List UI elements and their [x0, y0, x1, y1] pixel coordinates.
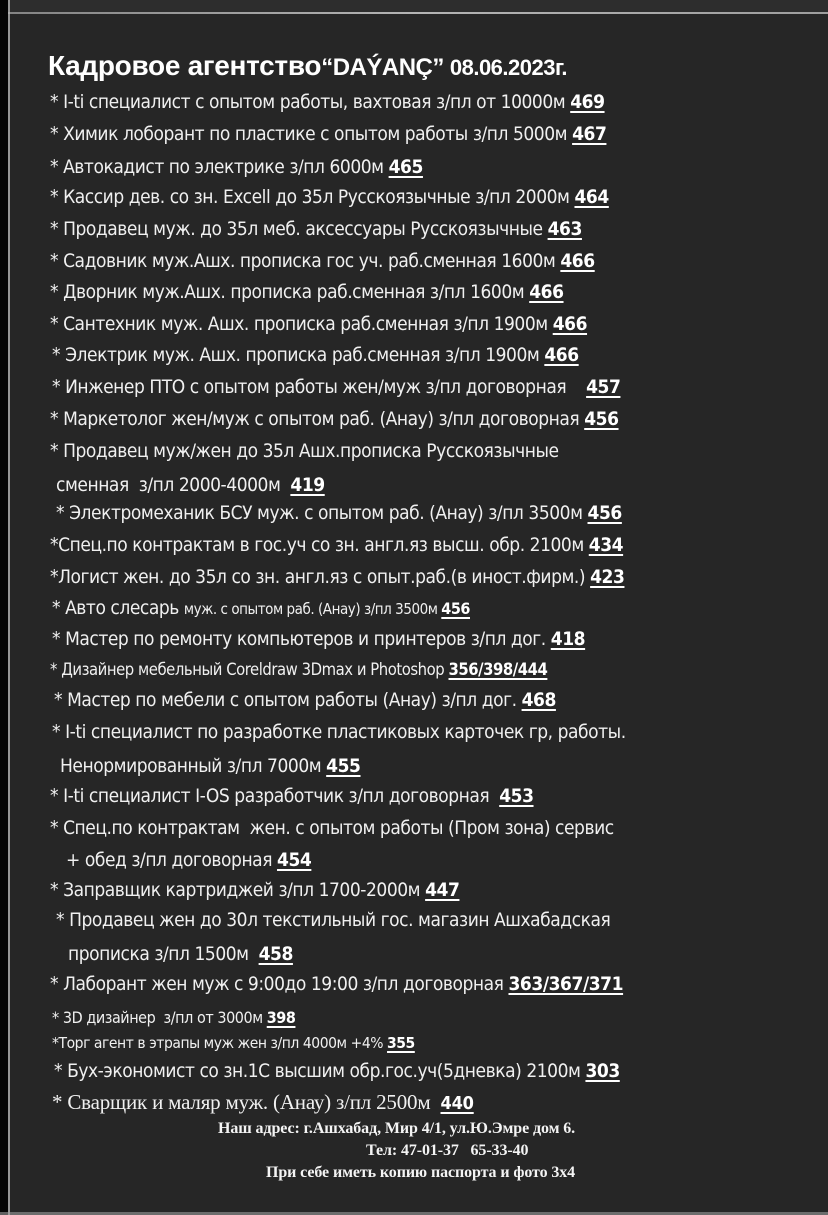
vacancy-code: 356/398/444 — [448, 660, 548, 679]
vacancy-text: * 3D дизайнер з/пл от 3000м — [52, 1008, 267, 1027]
vacancy-code: 457 — [586, 376, 621, 398]
top-band — [0, 0, 828, 12]
vacancy-line — [50, 408, 619, 430]
vacancy-text: * Продавец муж. до 35л меб. аксессуары Русскоязычные — [50, 218, 548, 240]
vacancy-line — [54, 689, 556, 711]
vacancy-text: * Бух-экономист со зн.1С высшим обр.гос.уч(5дневка) 2100м — [54, 1060, 586, 1082]
vacancy-line — [52, 344, 579, 366]
agency-brand: “DAÝANÇ” — [321, 54, 444, 81]
vacancy-code: 465 — [388, 156, 423, 178]
vacancy-code: 463 — [547, 218, 582, 240]
vacancy-text: * Кассир дев. со зн. Excell до 35л Русскоязычные з/пл 2000м — [50, 186, 575, 208]
vacancy-text: * Садовник муж.Ашх. прописка гос уч. раб.сменная 1600м — [50, 250, 561, 272]
vacancy-text: * I-ti специалист I-OS разработчик з/пл договорная — [50, 785, 500, 807]
vacancy-line — [52, 628, 585, 650]
vacancy-line — [52, 721, 626, 743]
vacancy-text: *Логист жен. до 35л со зн. англ.яз с опыт.раб.(в иност.фирм.) — [50, 566, 591, 588]
vacancy-code: 466 — [560, 250, 595, 272]
vacancy-code: 468 — [521, 689, 556, 711]
vacancy-code: 363/367/371 — [508, 973, 624, 995]
vacancy-text: * Продавец муж/жен до 35л Ашх.прописка Русскоязычные — [50, 440, 559, 462]
left-divider — [8, 0, 10, 1215]
vacancy-text-small: муж. с опытом раб. (Анау) з/пл 3500м — [183, 600, 442, 618]
vacancy-text: * Автокадист по электрике з/пл 6000м — [50, 156, 389, 178]
vacancy-line — [50, 156, 423, 178]
vacancy-line — [52, 597, 470, 619]
vacancy-code: 355 — [387, 1034, 415, 1052]
vacancy-line — [50, 123, 606, 145]
vacancy-text: * Электромеханик БСУ муж. с опытом раб. (Анау) з/пл 3500м — [56, 502, 588, 524]
vacancy-line — [50, 785, 534, 807]
vacancy-code: 419 — [290, 474, 325, 496]
vacancy-text: *Торг агент в этрапы муж жен з/пл 4000м +4% — [52, 1034, 388, 1052]
title-text: Кадровое агентство — [48, 50, 322, 81]
vacancy-text: * Спец.по контрактам жен. с опытом работы (Пром зона) сервис — [50, 817, 614, 839]
vacancy-text: * Авто слесарь — [52, 597, 184, 619]
vacancy-text: * Дизайнер мебельный Coreldraw 3Dmax и Photoshop — [50, 660, 449, 679]
vacancy-line — [50, 534, 623, 556]
vacancy-line-continued — [66, 849, 311, 871]
vacancy-code: 447 — [425, 879, 460, 901]
footer-address: Наш адрес: г.Ашхабад, Мир 4/1, ул.Ю.Эмре дом 6. — [218, 1120, 576, 1137]
vacancy-line — [50, 660, 547, 679]
vacancy-text: * Дворник муж.Ашх. прописка раб.сменная з/пл 1600м — [50, 281, 530, 303]
vacancy-code: 466 — [544, 344, 579, 366]
vacancy-line — [56, 909, 610, 931]
vacancy-line — [50, 973, 623, 995]
vacancy-line — [50, 566, 624, 588]
vacancy-code: 467 — [572, 123, 607, 145]
vacancy-code: 418 — [550, 628, 586, 650]
vacancy-code: 455 — [326, 755, 361, 777]
vacancy-line-continued — [56, 474, 325, 496]
title-date: 08.06.2023г. — [449, 55, 568, 80]
vacancy-text: * Сварщик и маляр муж. (Анау) з/пл 2500м — [52, 1090, 441, 1114]
vacancy-code: 303 — [585, 1060, 620, 1082]
vacancy-line — [50, 440, 559, 462]
vacancy-line — [50, 281, 564, 303]
vacancy-line — [50, 218, 582, 240]
vacancy-code: 454 — [277, 849, 312, 871]
vacancy-line — [50, 313, 587, 335]
page-title — [48, 50, 567, 82]
vacancy-line — [56, 502, 622, 524]
vacancy-text: * Мастер по мебели с опытом работы (Анау) з/пл дог. — [54, 689, 522, 711]
vacancy-line-continued — [68, 943, 293, 965]
vacancy-text: * Инженер ПТО с опытом работы жен/муж з/пл договорная — [52, 376, 587, 398]
vacancy-code: 466 — [552, 313, 588, 335]
vacancy-text: + обед з/пл договорная — [66, 849, 278, 871]
vacancy-line — [50, 817, 614, 839]
vacancy-code: 469 — [570, 91, 605, 113]
vacancy-code: 434 — [588, 534, 624, 556]
top-divider — [0, 12, 828, 14]
footer-note: При себе иметь копию паспорта и фото 3х4 — [266, 1164, 576, 1181]
vacancy-text: * Мастер по ремонту компьютеров и принтеров з/пл дог. — [52, 628, 551, 650]
vacancy-code: 456 — [587, 502, 622, 524]
vacancy-text: сменная з/пл 2000-4000м — [56, 474, 291, 496]
vacancy-code: 453 — [499, 785, 534, 807]
vacancy-text: * Химик лоборант по пластике с опытом работы з/пл 5000м — [50, 123, 573, 145]
footer-phone: Тел: 47-01-37 65-33-40 — [366, 1142, 529, 1159]
vacancy-code: 423 — [590, 566, 625, 588]
vacancy-code: 458 — [258, 943, 293, 965]
vacancy-code: 440 — [440, 1093, 474, 1114]
vacancy-text: *Спец.по контрактам в гос.уч со зн. англ.яз высш. обр. 2100м — [50, 534, 589, 556]
vacancy-code: 456 — [441, 599, 470, 618]
vacancy-line — [52, 1090, 474, 1115]
vacancy-line — [52, 376, 620, 398]
vacancy-line — [52, 1008, 295, 1027]
vacancy-line-continued — [60, 755, 361, 777]
vacancy-text: * Маркетолог жен/муж с опытом раб. (Анау) з/пл договорная — [50, 408, 585, 430]
vacancy-line — [50, 91, 760, 113]
vacancy-code: 456 — [584, 408, 619, 430]
vacancy-line — [52, 1034, 415, 1052]
vacancy-text: * Электрик муж. Ашх. прописка раб.сменная з/пл 1900м — [52, 344, 545, 366]
vacancy-text: прописка з/пл 1500м — [68, 943, 259, 965]
left-border — [0, 0, 8, 1215]
vacancy-text: * Сантехник муж. Ашх. прописка раб.сменная з/пл 1900м — [50, 313, 553, 335]
vacancy-line — [54, 1060, 620, 1082]
vacancy-code: 464 — [574, 186, 609, 208]
vacancy-line — [50, 250, 595, 272]
vacancy-text: * I-ti специалист с опытом работы, вахтовая з/пл от 10000м — [50, 91, 571, 113]
vacancy-text: Ненормированный з/пл 7000м — [60, 755, 327, 777]
vacancy-text: * I-ti специалист по разработке пластиковых карточек гр, работы. — [52, 721, 626, 743]
vacancy-line — [50, 186, 609, 208]
vacancy-line — [50, 879, 459, 901]
vacancy-text: * Лаборант жен муж с 9:00до 19:00 з/пл договорная — [50, 973, 509, 995]
vacancy-code: 398 — [266, 1008, 296, 1027]
vacancy-text: * Заправщик картриджей з/пл 1700-2000м — [50, 879, 426, 901]
vacancy-code: 466 — [529, 281, 564, 303]
vacancy-text: * Продавец жен до 30л текстильный гос. магазин Ашхабадская — [56, 909, 611, 931]
